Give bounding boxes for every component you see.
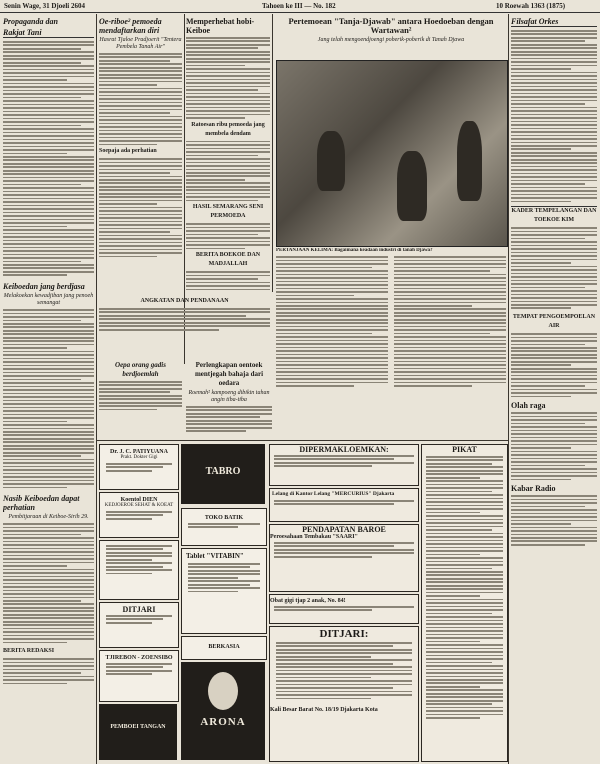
article-title: Ratoesan ribu pemoeda jang membela dendam <box>191 121 265 137</box>
ad-pemboei-tangan <box>99 704 177 760</box>
center-story-columns <box>276 256 506 388</box>
article-subtitle: Hasrat Tjaloe Pradjoerit "Tentera Pembela Tanah Air" <box>99 37 182 50</box>
ad-pikat <box>421 444 508 762</box>
ad-misc <box>99 540 179 600</box>
ad-body <box>182 521 266 532</box>
article-angkatan <box>99 296 270 356</box>
masthead-hijri-date: 10 Roewah 1363 (1875) <box>496 2 566 10</box>
ad-vitabin <box>181 548 267 634</box>
article-title: Perlengkapan oentoek mentjegah bahaja dari oedara <box>194 361 264 387</box>
article-title: Nasib Keiboedan dapat perhatian <box>3 494 80 513</box>
article-body <box>511 495 597 545</box>
ad-body <box>270 540 418 561</box>
article-body <box>511 412 597 480</box>
article-body <box>186 37 270 119</box>
ad-subtitle: Peroesahaan Tembakau "SAARI" <box>270 534 358 540</box>
ad-title: PEMBOEI TANGAN <box>110 724 166 730</box>
column-rule <box>272 14 273 292</box>
ad-title: Obat gigi tjap 2 anak, No. 84! <box>270 598 346 604</box>
article-gadis <box>99 360 182 438</box>
article-body <box>511 30 597 202</box>
article-body <box>3 309 94 488</box>
figure-silhouette <box>397 151 427 221</box>
ad-patiyuana <box>99 444 179 490</box>
ad-title: TOKO BATIK <box>204 515 244 521</box>
ad-pendapatan <box>269 524 419 592</box>
ad-address: Kali Besar Barat No. 18/19 Djakarta Kota <box>270 707 378 714</box>
ad-obat-gigi <box>269 594 419 624</box>
ad-title: PIKAT <box>452 445 477 454</box>
article-title: Keiboedan jang berdjasa <box>3 282 85 292</box>
ad-body <box>422 454 507 723</box>
column-rule <box>508 14 509 764</box>
article-title: HASIL SEMARANG SENI PERMOEDA <box>192 204 264 220</box>
ad-body <box>100 541 178 580</box>
article-title: Rakjat Tani <box>3 28 94 38</box>
ad-title: BERKASIA <box>208 644 240 650</box>
ad-title: ARONA <box>200 716 246 728</box>
article-title: Filsafat Orkes <box>511 17 597 27</box>
article-body <box>99 158 182 257</box>
article-title: Memperhebat hobi-Keiboe <box>186 17 255 35</box>
ad-title: Lelang di Kantor Lelang "MERCURIUS" Djakarta <box>272 491 395 497</box>
article-body <box>276 256 388 388</box>
article-body <box>394 256 506 388</box>
article-title: Soepaja ada perhatian <box>99 148 157 155</box>
center-story-body <box>276 248 506 438</box>
factory-photo <box>276 60 508 247</box>
center-story-title: Pertemoean "Tanja-Djawab" antara Hoedoeban dengan Wartawan² <box>288 16 494 35</box>
ad-tabro <box>181 444 265 504</box>
article-title: Oepa orang gadis berdjoemlah <box>115 361 166 378</box>
article-title: ANGKATAN DAN PENDANAAN <box>140 298 229 304</box>
figure-silhouette <box>317 131 345 191</box>
article-title: Kabar Radio <box>511 484 556 494</box>
center-story-header <box>276 16 506 46</box>
article-body <box>3 523 94 643</box>
article-subtitle: Pembitjaraan di Keiboe-Sirih 29. <box>8 514 89 521</box>
ad-title: Tablet "VITABIN" <box>186 552 244 560</box>
masthead-date: Senin Wage, 31 Djoeli 2604 <box>4 2 85 10</box>
ad-subtitle: KEDJOEROE SEHAT & KOEAT <box>104 503 174 508</box>
figure-silhouette <box>457 121 482 201</box>
article-body <box>186 406 272 432</box>
face-illustration <box>208 672 238 710</box>
section-rule <box>96 440 508 441</box>
ad-berkasia <box>181 636 267 660</box>
article-body <box>3 658 94 684</box>
article-body <box>99 53 182 145</box>
ad-koentoldien <box>99 492 179 538</box>
article-title: Olah raga <box>511 401 546 411</box>
ad-body <box>100 461 178 475</box>
ad-title: Dr. J. C. PATIYUANA <box>110 449 168 455</box>
ad-body <box>100 613 178 627</box>
ad-ditjari-large <box>269 626 419 762</box>
column-6 <box>511 16 597 761</box>
ad-dipermaklumkan <box>269 444 419 486</box>
ad-title: DITJARI <box>122 605 156 614</box>
ad-subtitle: Prakt. Dokter Gigi <box>120 455 158 460</box>
article-body <box>3 41 94 276</box>
ad-title: PENDAPATAN BAROE <box>302 525 386 534</box>
column-1 <box>3 16 94 761</box>
article-body <box>99 308 270 331</box>
article-body <box>99 381 182 410</box>
ad-body <box>270 639 418 704</box>
ad-body <box>270 604 418 615</box>
ad-ditjari <box>99 602 179 648</box>
ad-batik <box>181 508 267 546</box>
ad-title: Koentol DIEN <box>120 497 158 503</box>
article-title: TEMPAT PENGOEMPOELAN AIR <box>512 314 596 330</box>
article-body <box>186 223 270 249</box>
ad-title: DIPERMAKLOEMKAN: <box>299 445 389 454</box>
article-body <box>186 271 270 291</box>
article-title: Oe-riboe² pemoeda mendaftarkan diri <box>99 17 162 35</box>
ad-body <box>182 561 266 596</box>
photo-caption: PERTANJAAN KELIMA: Bagaimana keadaan industri di tanah Djawa? <box>276 248 433 253</box>
ad-body <box>100 509 178 523</box>
article-title: KADER TEMPELANGAN DAN TOEKOE KIM <box>511 208 597 224</box>
article-subtitle: Roemah² kampoeng dibikin tahan angin tiba-tiba <box>188 390 270 403</box>
masthead <box>0 0 600 13</box>
ad-body <box>100 661 178 679</box>
article-body <box>186 141 270 202</box>
ad-title: DITJARI: <box>319 628 369 640</box>
article-body <box>511 333 597 397</box>
ad-title: TJIREBON - ZOENSIBO <box>105 655 173 661</box>
article-subtitle: Melakoekan kewadjiban jang penoeh semangat <box>3 293 94 307</box>
ad-body <box>270 454 418 470</box>
ad-lelang <box>269 488 419 522</box>
ad-body <box>270 499 418 508</box>
center-story-subtitle: Jang telah mengoendjoengi poberik-poberik di Tanah Djawa <box>317 37 465 43</box>
article-perlengkapan <box>186 360 272 438</box>
ad-title: TABRO <box>205 466 241 477</box>
article-body <box>511 227 597 309</box>
article-title: BERITA REDAKSI <box>3 648 55 655</box>
ad-arona <box>181 662 265 760</box>
column-rule <box>96 14 97 764</box>
column-3 <box>186 16 270 291</box>
article-title: BERITA BOEKOE DAN MADJALLAH <box>195 252 261 268</box>
masthead-issue: Tahoen ke III — No. 182 <box>262 2 336 10</box>
article-title: Propaganda dan <box>3 17 58 26</box>
ad-tjirebon <box>99 650 179 702</box>
